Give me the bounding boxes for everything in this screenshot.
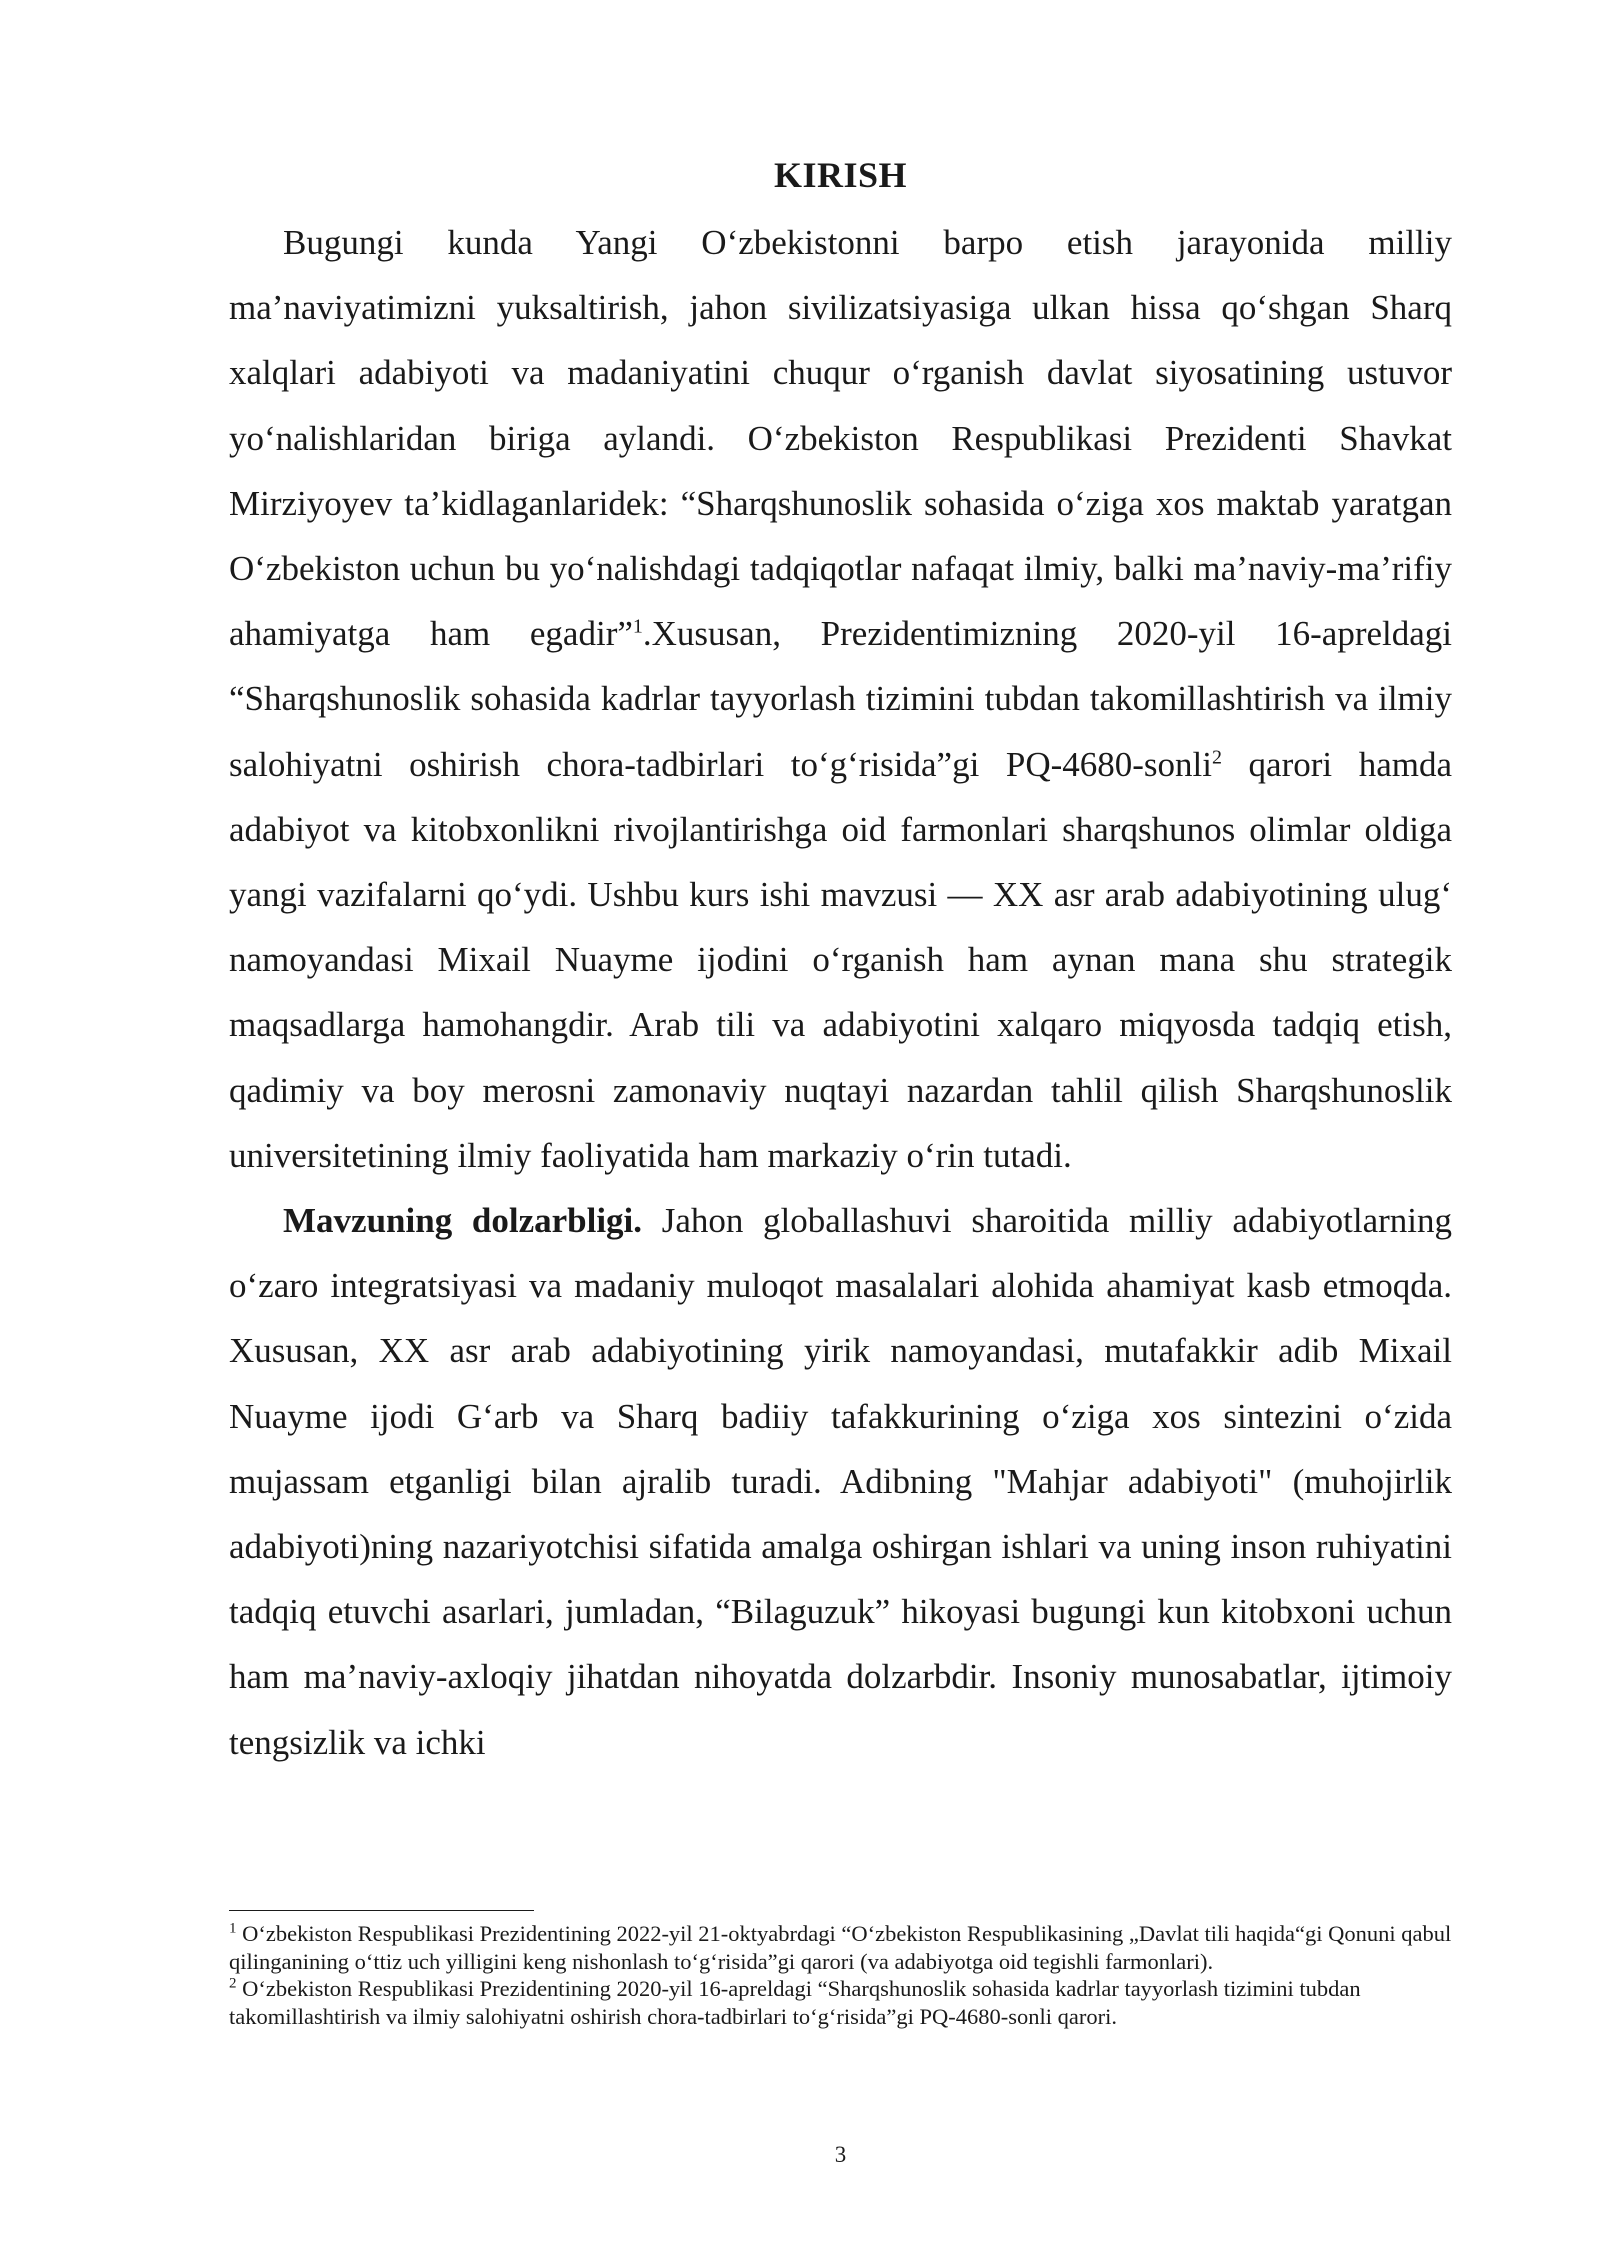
footnote-text: O‘zbekiston Respublikasi Prezidentining 2020-yil 16-apreldagi “Sharqshunoslik sohasida kadrlar tayyorlash tizimini tubdan takomillashtirish va ilmiy salohiyatni oshirish chora-tadbirlari to‘g‘risida”gi PQ-4680-sonli qarori.	[229, 1976, 1361, 2029]
paragraph-text: .Xususan, Prezidentimizning 2020-yil 16-apreldagi “Sharqshunoslik sohasida kadrlar tayyorlash tizimini tubdan takomillashtirish va ilmiy salohiyatni oshirish chora-tadbirlari to‘g‘risida”gi PQ-4680-sonli	[229, 614, 1453, 784]
footnote-marker: 1	[229, 1920, 237, 1937]
footnote-ref-1[interactable]: 1	[632, 615, 643, 638]
page-number: 3	[834, 2142, 847, 2167]
paragraph-text: Bugungi kunda Yangi O‘zbekistonni barpo etish jarayonida milliy ma’naviyatimizni yuksaltirish, jahon sivilizatsiyasiga ulkan hissa qo‘shgan Sharq xalqlari adabiyoti va madaniyatini chuqur o‘rganish davlat siyosatining ustuvor yo‘nalishlaridan biriga aylandi. O‘zbekiston Respublikasi Prezidenti Shavkat Mirziyoyev ta’kidlaganlaridek: “Sharqshunoslik sohasida o‘ziga xos maktab yaratgan O‘zbekiston uchun bu yo‘nalishdagi tadqiqotlar nafaqat ilmiy, balki ma’naviy-ma’rifiy ahamiyatga ham egadir”	[229, 223, 1452, 654]
footnote-1	[229, 1920, 1452, 1975]
paragraph-text: Jahon globallashuvi sharoitida milliy adabiyotlarning o‘zaro integratsiyasi va madaniy muloqot masalalari alohida ahamiyat kasb etmoqda. Xususan, XX asr arab adabiyotining yirik namoyandasi, mutafakkir adib Mixail Nuayme ijodi G‘arb va Sharq badiiy tafakkurining o‘ziga xos sintezini o‘zida mujassam etganligi bilan ajralib turadi. Adibning "Mahjar adabiyoti" (muhojirlik adabiyoti)ning nazariyotchisi sifatida amalga oshirgan ishlari va uning inson ruhiyatini tadqiq etuvchi asarlari, jumladan, “Bilaguzuk” hikoyasi bugungi kun kitobxoni uchun ham ma’naviy-axloqiy jihatdan nihoyatda dolzarbdir. Insoniy munosabatlar, ijtimoiy tengsizlik va ichki	[229, 1201, 1452, 1762]
section-heading: Mavzuning dolzarbligi.	[283, 1201, 643, 1241]
document-page	[229, 0, 1452, 2262]
body-text	[229, 210, 1452, 1775]
footnote-ref-2[interactable]: 2	[1212, 745, 1222, 768]
footnote-marker: 2	[229, 1975, 237, 1992]
footnote-text: O‘zbekiston Respublikasi Prezidentining 2022-yil 21-oktyabrdagi “O‘zbekiston Respublikasining „Davlat tili haqida“gi Qonuni qabul qilinganining o‘ttiz uch yilligini keng nishonlash to‘g‘risida”gi qarori (va adabiyotga oid tegishli farmonlari).	[229, 1921, 1452, 1974]
relevance-paragraph	[229, 1188, 1452, 1775]
paragraph-text: qarori hamda adabiyot va kitobxonlikni rivojlantirishga oid farmonlari sharqshunos olimlar oldiga yangi vazifalarni qo‘ydi. Ushbu kurs ishi mavzusi — XX asr arab adabiyotining ulug‘ namoyandasi Mixail Nuayme ijodini o‘rganish ham aynan mana shu strategik maqsadlarga hamohangdir. Arab tili va adabiyotini xalqaro miqyosda tadqiq etish, qadimiy va boy merosni zamonaviy nuqtayi nazardan tahlil qilish Sharqshunoslik universitetining ilmiy faoliyatida ham markaziy o‘rin tutadi.	[229, 744, 1452, 1175]
footnote-2	[229, 1975, 1452, 2030]
page-title: KIRISH	[773, 155, 908, 195]
footnote-separator	[229, 1910, 534, 1911]
footnotes	[229, 1920, 1452, 2030]
intro-paragraph	[229, 210, 1452, 1188]
